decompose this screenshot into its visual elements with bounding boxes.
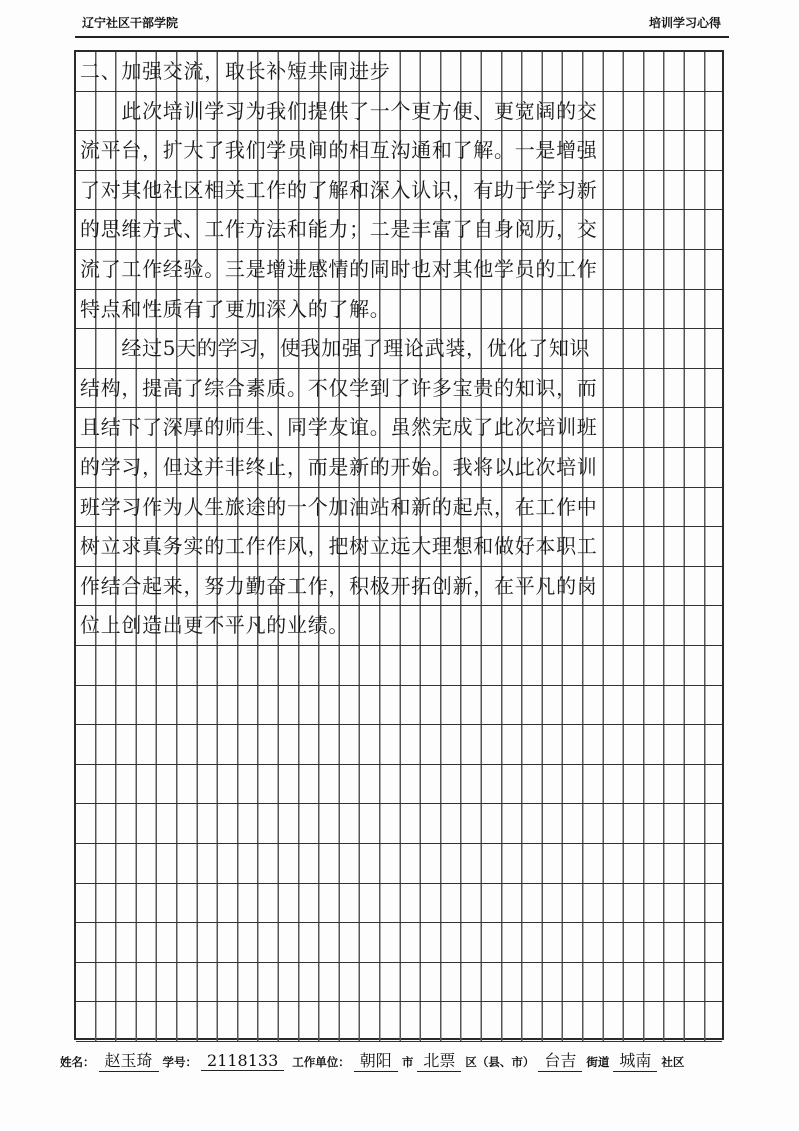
city-value: 朝阳 [354,1048,398,1072]
handwritten-line: 且结下了深厚的师生、同学友谊。虽然完成了此次培训班 [80,415,598,440]
grid-row [76,884,722,924]
grid-row [76,923,722,963]
handwritten-line: 结构，提高了综合素质。不仅学到了许多宝贵的知识，而 [80,375,598,400]
grid-row [76,765,722,805]
street-label: 街道 [586,1055,610,1069]
grid-row [76,448,722,488]
grid-row [76,804,722,844]
handwritten-line: 班学习作为人生旅途的一个加油站和新的起点，在工作中 [80,494,598,519]
district-label: 区（县、市） [465,1055,535,1069]
handwritten-line: 流了工作经验。三是增进感情的同时也对其他学员的工作 [80,257,598,281]
document-title: 培训学习心得 [648,16,721,30]
grid-row [76,844,722,884]
handwritten-line: 树立求真务实的工作作风，把树立远大理想和做好本职工 [80,534,598,559]
grid-row [76,250,722,290]
handwritten-line: 此次培训学习为我们提供了一个更方便、更宽阔的交 [80,98,598,123]
handwritten-line: 位上创造出更不平凡的业绩。 [80,613,350,638]
grid-row [76,290,722,330]
street-value: 台吉 [538,1048,582,1072]
writing-grid [74,50,724,1040]
id-value: 2118133 [201,1051,284,1071]
name-label: 姓名： [60,1055,95,1069]
grid-row [76,527,722,567]
id-label: 学号： [162,1055,198,1069]
handwritten-line: 的思维方式、工作方法和能力；二是丰富了自身阅历，交 [80,217,598,242]
grid-row [76,92,722,132]
unit-label: 工作单位： [292,1055,350,1069]
name-value: 赵玉琦 [99,1048,159,1072]
grid-row [76,408,722,448]
handwritten-line: 的学习，但这并非终止，而是新的开始。我将以此次培训 [80,455,598,479]
grid-row [76,131,722,171]
handwritten-line: 了对其他社区相关工作的了解和深入认识，有助于学习新 [80,177,598,202]
student-info-footer [58,1048,686,1072]
grid-row [76,646,722,686]
community-label: 社区 [661,1055,685,1069]
grid-row [76,963,722,1003]
grid-row [76,210,722,250]
grid-row [76,488,722,528]
grid-row [76,606,722,646]
handwritten-line: 经过5天的学习，使我加强了理论武装，优化了知识 [80,336,591,361]
grid-row [76,567,722,607]
city-label: 市 [401,1055,414,1069]
handwritten-line: 特点和性质有了更加深入的了解。 [80,296,391,321]
grid-row [76,369,722,409]
grid-row [76,725,722,765]
grid-row [76,329,722,369]
grid-row [76,52,722,92]
grid-row [76,171,722,211]
community-value: 城南 [613,1048,657,1072]
handwritten-line: 二、加强交流，取长补短共同进步 [80,59,391,83]
handwritten-line: 流平台，扩大了我们学员间的相互沟通和了解。一是增强 [80,138,598,163]
district-value: 北票 [417,1048,461,1072]
college-name: 辽宁社区干部学院 [82,16,179,30]
header-divider [75,36,729,38]
handwritten-line: 作结合起来，努力勤奋工作，积极开拓创新，在平凡的岗 [80,573,598,598]
grid-row [76,1002,722,1042]
grid-row [76,686,722,726]
